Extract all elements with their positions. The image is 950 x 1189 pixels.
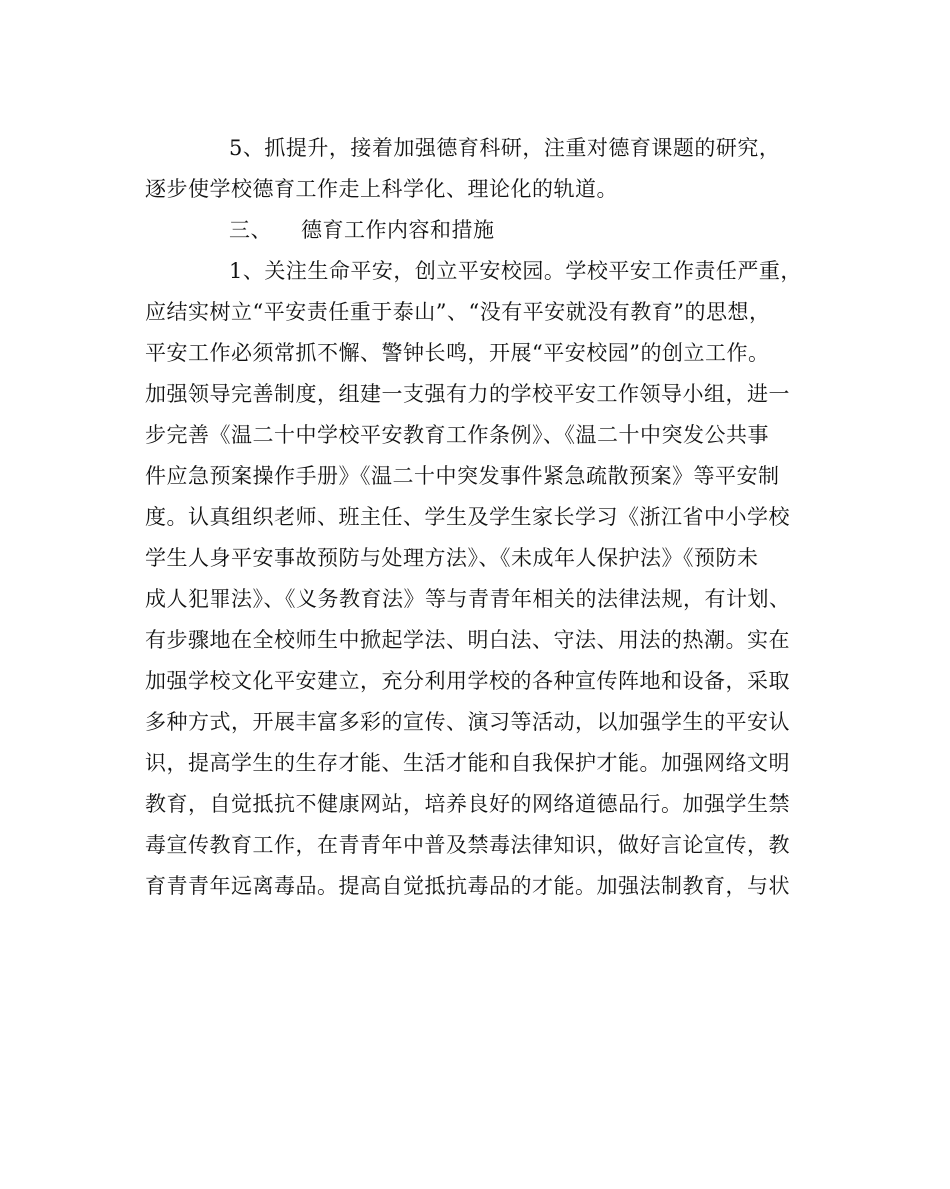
item-1-line: 成人犯罪法》、《义务教育法》等与青青年相关的法律法规，有计划、 [145,587,791,611]
item-1-line: 加强领导完善制度，组建一支强有力的学校平安工作领导小组，进一 [145,382,790,406]
section-3-number: 三、 [229,218,272,242]
document-body [145,128,815,907]
item-1-line: 应结实树立“平安责任重于泰山”、“没有平安就没有教育”的思想， [145,300,771,324]
item-1-line: 多种方式，开展丰富多彩的宣传、演习等活动，以加强学生的平安认 [145,710,790,734]
item-1-line: 1、关注生命平安，创立平安校园。学校平安工作责任严重， [229,259,802,283]
item-1-line: 学生人身平安事故预防与处理方法》、《未成年人保护法》《预防未 [145,546,759,570]
item-5-line-1: 5、抓提升，接着加强德育科研，注重对德育课题的研究， [229,136,781,160]
item-1-line: 平安工作必须常抓不懈、警钟长鸣，开展“平安校园”的创立工作。 [145,341,770,365]
item-1-line: 毒宣传教育工作，在青青年中普及禁毒法律知识，做好言论宣传，教 [145,833,790,857]
section-3-heading [145,210,815,251]
item-1-line: 教育，自觉抵抗不健康网站，培养良好的网络道德品行。加强学生禁 [145,792,790,816]
item-1-line: 育青青年远离毒品。提高自觉抵抗毒品的才能。加强法制教育，与状 [145,874,790,898]
section-3-title: 德育工作内容和措施 [301,218,495,242]
item-1-line: 度。认真组织老师、班主任、学生及学生家长学习《浙江省中小学校 [145,505,790,529]
item-1-line: 加强学校文化平安建立，充分利用学校的各种宣传阵地和设备，采取 [145,669,790,693]
item-5-line-2: 逐步使学校德育工作走上科学化、理论化的轨道。 [145,177,618,201]
item-1-line: 件应急预案操作手册》《温二十中突发事件紧急疏散预案》等平安制 [145,464,780,488]
item-1-line: 步完善《温二十中学校平安教育工作条例》、《温二十中突发公共事 [145,423,769,447]
item-1-line: 识，提高学生的生存才能、生活才能和自我保护才能。加强网络文明 [145,751,790,775]
item-1-line: 有步骤地在全校师生中掀起学法、明白法、守法、用法的热潮。实在 [145,628,790,652]
